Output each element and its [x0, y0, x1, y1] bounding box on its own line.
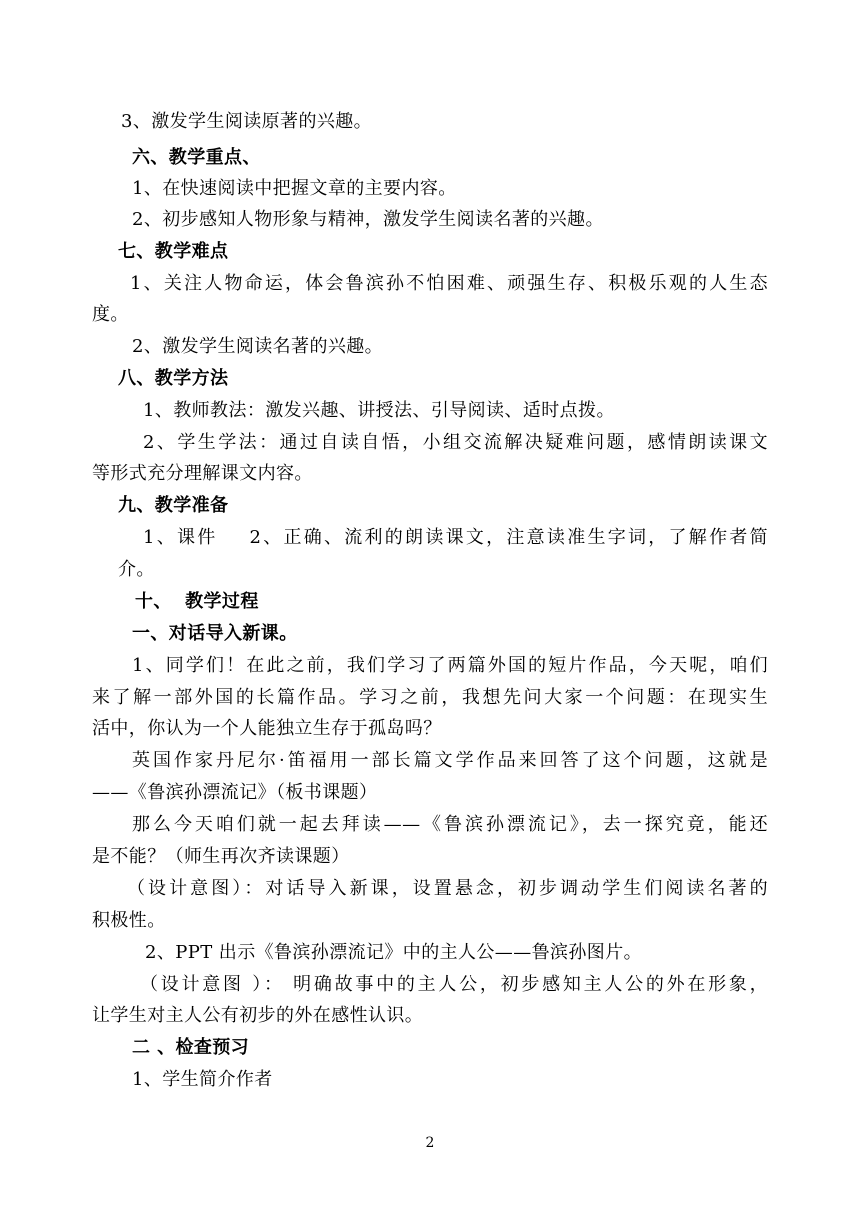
text-line: 积极性。 — [92, 910, 166, 931]
text-line: 是不能？（师生再次齐读课题） — [92, 846, 350, 867]
text-line: 2、初步感知人物形象与精神，激发学生阅读名著的兴趣。 — [132, 209, 604, 230]
text-line: （设计意图）：对话导入新课，设置悬念，初步调动学生们阅读名著的 — [127, 878, 768, 899]
section-heading: 二 、检查预习 — [132, 1037, 250, 1058]
text-line: 英国作家丹尼尔·笛福用一部长篇文学作品来回答了这个问题，这就是 — [132, 750, 768, 771]
section-heading: 十、 教学过程 — [135, 591, 259, 612]
section-heading: 九、教学准备 — [118, 495, 229, 516]
text-line: 让学生对主人公有初步的外在感性认识。 — [92, 1005, 424, 1026]
text-line: 介。 — [118, 559, 155, 580]
text-line: 来了解一部外国的长篇作品。学习之前，我想先问大家一个问题：在现实生 — [92, 687, 768, 708]
text-line: 活中，你认为一个人能独立生存于孤岛吗？ — [92, 718, 442, 739]
text-line: （设计意图 ）： 明确故事中的主人公，初步感知主人公的外在形象， — [140, 974, 768, 995]
text-line: 2、PPT 出示《鲁滨孙漂流记》中的主人公——鲁滨孙图片。 — [145, 942, 642, 963]
text-line: 2、学生学法：通过自读自悟，小组交流解决疑难问题，感情朗读课文 — [143, 432, 768, 453]
subsection-heading: 一、对话导入新课。 — [132, 623, 298, 644]
text-line: 1、学生简介作者 — [132, 1069, 273, 1090]
text-line: 1、课件 2、正确、流利的朗读课文，注意读准生字词，了解作者简 — [143, 527, 768, 548]
text-line: 1、同学们！在此之前，我们学习了两篇外国的短片作品，今天呢，咱们 — [132, 655, 768, 676]
text-line: 等形式充分理解课文内容。 — [92, 463, 313, 484]
text-line: ——《鲁滨孙漂流记》（板书课题） — [92, 782, 378, 803]
text-line: 2、激发学生阅读名著的兴趣。 — [132, 336, 384, 357]
section-heading: 六、教学重点、 — [132, 147, 261, 168]
text-line: 那么今天咱们就一起去拜读——《鲁滨孙漂流记》，去一探究竟，能还 — [132, 814, 768, 835]
text-line: 3、激发学生阅读原著的兴趣。 — [121, 111, 373, 132]
text-line: 1、教师教法：激发兴趣、讲授法、引导阅读、适时点拨。 — [143, 400, 615, 421]
section-heading: 八、教学方法 — [118, 368, 229, 389]
section-heading: 七、教学难点 — [118, 241, 229, 262]
text-line: 1、关注人物命运，体会鲁滨孙不怕困难、顽强生存、积极乐观的人生态 — [130, 273, 768, 294]
text-line: 1、在快速阅读中把握文章的主要内容。 — [132, 178, 457, 199]
text-line: 度。 — [92, 304, 129, 325]
page-number: 2 — [425, 1135, 435, 1151]
